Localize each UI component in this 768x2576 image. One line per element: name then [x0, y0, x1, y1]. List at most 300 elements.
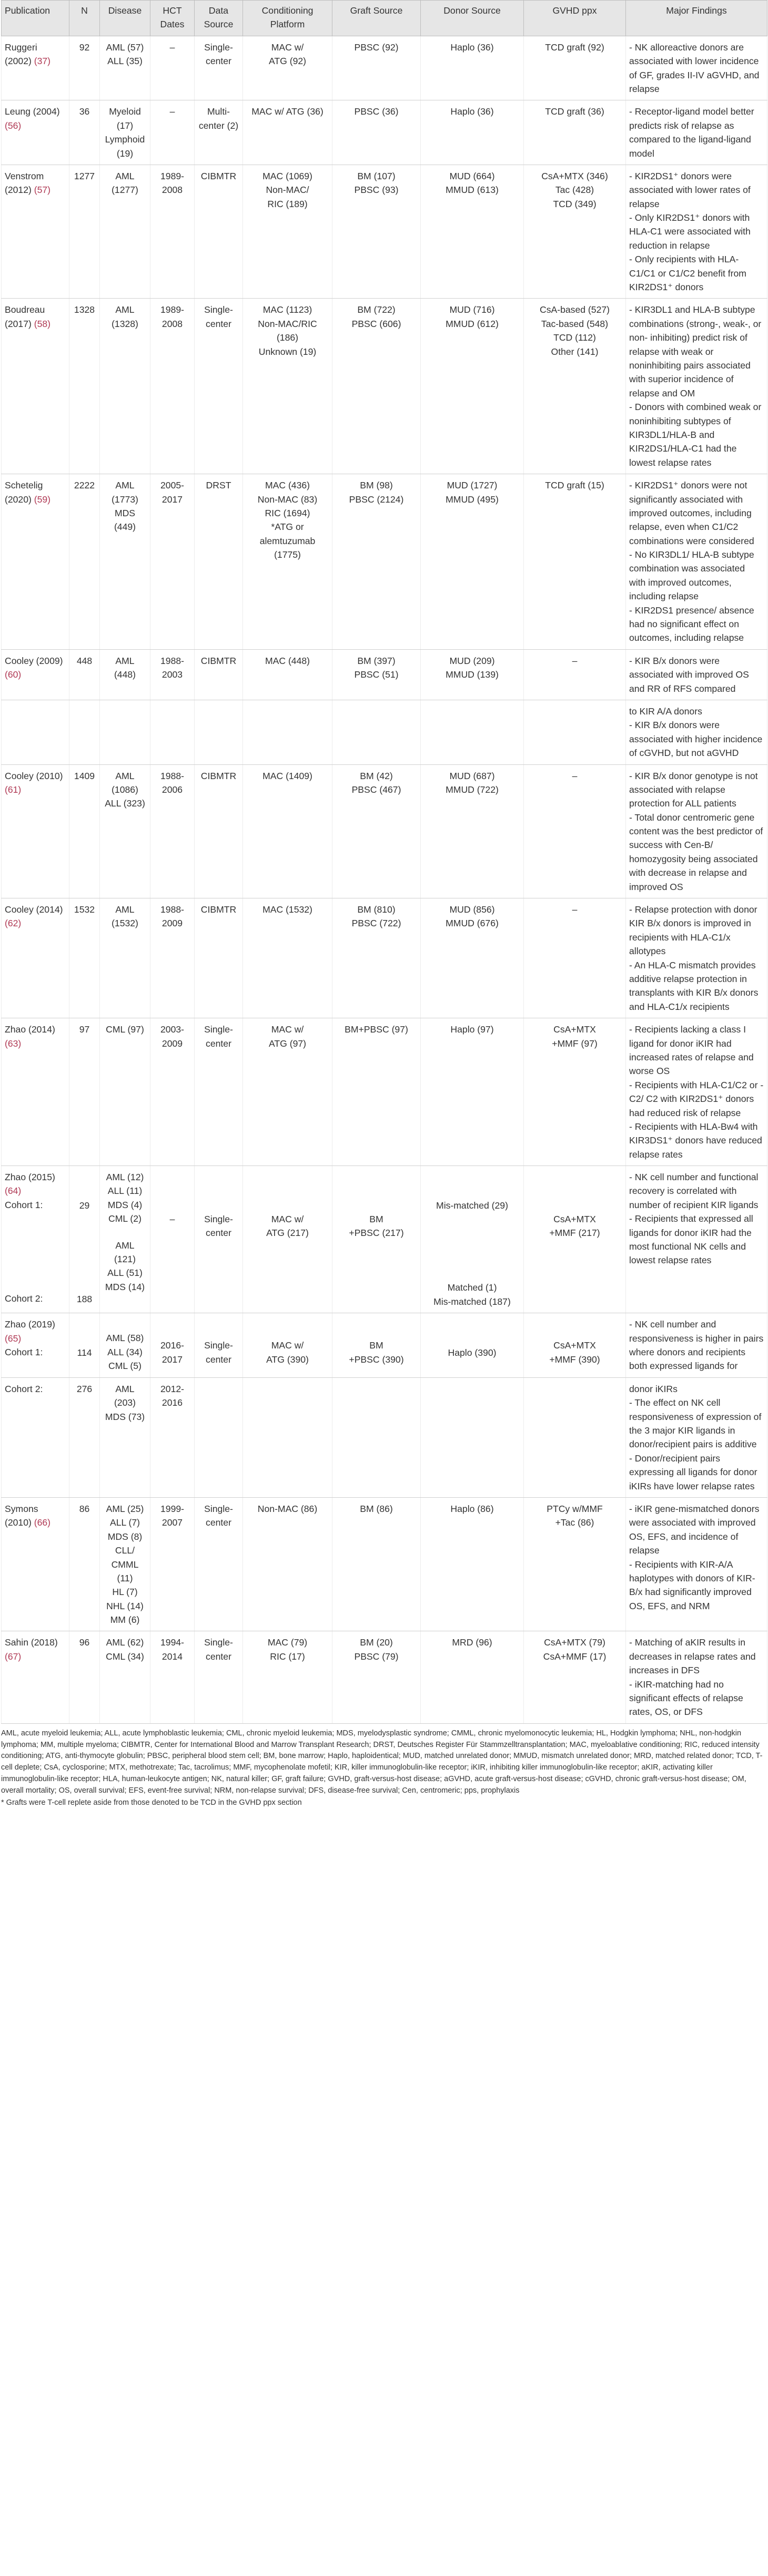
cell-disease	[100, 474, 150, 650]
cell-donor-source	[421, 100, 524, 165]
cell-graft-source	[332, 649, 421, 700]
reference-link[interactable]: (57)	[34, 185, 51, 196]
conditioning-line: MAC (1123)	[262, 304, 312, 315]
disease-line: NHL (14)	[106, 1600, 144, 1611]
table-row	[2, 649, 767, 700]
donor-source-line: Haplo (97)	[450, 1024, 494, 1035]
findings-list	[629, 1317, 764, 1373]
table-row	[2, 1377, 767, 1497]
gvhd-ppx-line: Other (141)	[551, 346, 599, 357]
cell-donor-source	[421, 1313, 524, 1378]
cell-n	[69, 1166, 100, 1313]
list-line: Matched (1)	[447, 1282, 497, 1293]
cell-publication	[2, 1377, 69, 1497]
donor-list	[424, 1199, 520, 1212]
conditioning-line: (186)	[276, 332, 299, 343]
finding-item: - Relapse protection with donor KIR B/x donors is improved in recipients with HLA-C1/x allotypes	[629, 904, 757, 957]
cell-n	[69, 1631, 100, 1723]
disease-line: ALL (7)	[109, 1517, 140, 1528]
cell-major-findings	[626, 1631, 767, 1723]
finding-item: to KIR A/A donors	[629, 706, 702, 717]
cell-major-findings	[626, 1166, 767, 1313]
gvhd-ppx-line: TCD graft (92)	[545, 42, 604, 53]
cell-disease	[100, 36, 150, 100]
donor-source-line: Haplo (86)	[450, 1503, 494, 1514]
hct-dates-line: 2009	[161, 1038, 183, 1049]
data-source-line: CIBMTR	[200, 770, 237, 781]
list-line: 2016	[161, 1397, 183, 1408]
list-line: MDS (14)	[105, 1281, 145, 1292]
cell-hct-dates	[150, 165, 195, 299]
data-source-line: center	[206, 318, 231, 329]
cell-n	[69, 700, 100, 764]
gvhd-ppx-line: CsA+MMF (17)	[543, 1651, 607, 1662]
cell-publication	[2, 700, 69, 764]
cell-conditioning	[243, 165, 332, 299]
conditioning-line: RIC (189)	[267, 198, 308, 209]
cell-donor-source	[421, 1166, 524, 1313]
reference-link[interactable]: (37)	[34, 56, 51, 67]
finding-item: - Donors with combined weak or noninhibiting subtypes of KIR3DL1/HLA-B and KIR2DS1/HLA-C1 had the lowest relapse rates	[629, 402, 762, 468]
disease-line: AML	[115, 904, 135, 915]
dates-list	[154, 1212, 191, 1226]
cell-data-source	[195, 165, 243, 299]
gvhd-ppx-line: +MMF (97)	[552, 1038, 598, 1049]
conditioning-line: Non-MAC (83)	[257, 494, 318, 505]
table-row	[2, 1166, 767, 1313]
conditioning-line: MAC w/	[271, 42, 304, 53]
cell-major-findings	[626, 898, 767, 1018]
graft-source-line: PBSC (93)	[354, 185, 399, 196]
reference-link[interactable]: (63)	[5, 1038, 22, 1049]
reference-link[interactable]: (60)	[5, 669, 22, 680]
cell-hct-dates	[150, 1497, 195, 1631]
cell-donor-source	[421, 36, 524, 100]
finding-item: - KIR B/x donor genotype is not associated with relapse protection for ALL patients	[629, 770, 758, 809]
n-value: 97	[79, 1024, 90, 1035]
list-line: Mis-matched (29)	[436, 1200, 508, 1211]
cell-publication	[2, 1631, 69, 1723]
hct-dates-line: 1989-	[160, 170, 184, 181]
cell-gvhd-ppx	[524, 36, 626, 100]
cell-disease	[100, 649, 150, 700]
graft-source-line: BM (722)	[357, 304, 396, 315]
n-value: 448	[76, 655, 93, 666]
hct-dates-line: 1999-	[160, 1503, 184, 1514]
cell-data-source	[195, 649, 243, 700]
list-line: +MMF (217)	[549, 1228, 600, 1239]
reference-link[interactable]: (62)	[5, 918, 22, 929]
cell-hct-dates	[150, 474, 195, 650]
list-line: +PBSC (217)	[349, 1228, 404, 1239]
conditioning-line: MAC (1409)	[262, 770, 312, 781]
list-line: 2016-	[160, 1340, 184, 1351]
cell-major-findings	[626, 1497, 767, 1631]
hct-dates-line: 1988-	[160, 770, 184, 781]
cell-data-source	[195, 1497, 243, 1631]
hct-dates-line: 1988-	[160, 655, 184, 666]
donor-source-line: MMUD (613)	[446, 185, 499, 196]
hct-dates-line: 1988-	[160, 904, 184, 915]
cell-publication	[2, 649, 69, 700]
gvhd-ppx-line: Tac-based (548)	[541, 318, 609, 329]
list-line: Single-	[204, 1340, 233, 1351]
publication-author: Cooley (2009)	[5, 655, 63, 666]
finding-item: - KIR2DS1⁺ donors were not significantly associated with improved outcomes, including relapse, even when C1/C2 combinations were considered	[629, 480, 754, 546]
graft-source-line: BM (810)	[357, 904, 396, 915]
cell-conditioning	[243, 1166, 332, 1313]
cell-conditioning	[243, 36, 332, 100]
list-line: Single-	[204, 1214, 233, 1225]
data-source-line: center (2)	[198, 120, 239, 131]
n-value: 1409	[74, 770, 95, 781]
table-row	[2, 1018, 767, 1166]
disease-line: (11)	[117, 1572, 133, 1583]
cell-conditioning	[243, 1018, 332, 1166]
cell-donor-source	[421, 898, 524, 1018]
donor-source-line: MMUD (139)	[446, 669, 499, 680]
cell-n	[69, 100, 100, 165]
cohort-label: Cohort 2:	[5, 1293, 43, 1304]
cell-major-findings	[626, 36, 767, 100]
cell-hct-dates	[150, 1166, 195, 1313]
finding-item: - No KIR3DL1/ HLA-B subtype combination was associated with improved outcomes, including relapse	[629, 549, 754, 602]
reference-link[interactable]: (58)	[34, 318, 51, 329]
disease-line: MDS	[114, 507, 136, 518]
col-header-publication: Publication	[2, 1, 69, 36]
disease-line: CML (34)	[106, 1651, 144, 1662]
table-row	[2, 165, 767, 299]
finding-item: - NK cell number and functional recovery is correlated with number of recipient KIR ligands	[629, 1172, 759, 1210]
cell-n	[69, 1377, 100, 1497]
finding-item: - KIR2DS1 presence/ absence had no significant effect on outcomes, including relapse	[629, 605, 754, 643]
cell-data-source	[195, 474, 243, 650]
cell-graft-source	[332, 165, 421, 299]
reference-link[interactable]: (59)	[34, 494, 51, 505]
cell-hct-dates	[150, 1018, 195, 1166]
cell-n	[69, 649, 100, 700]
cell-gvhd-ppx	[524, 1631, 626, 1723]
gvhd-ppx-line: CsA+MTX	[553, 1024, 596, 1035]
source-list	[198, 1338, 239, 1366]
publication-author: Zhao (2015)	[5, 1172, 55, 1183]
n-value: 1277	[74, 170, 95, 181]
donor-list	[424, 1281, 520, 1309]
cell-n	[69, 36, 100, 100]
donor-list	[424, 1346, 520, 1359]
hct-dates-line: 2017	[161, 494, 183, 505]
table-row	[2, 764, 767, 898]
data-source-line: CIBMTR	[200, 655, 237, 666]
table-row	[2, 1497, 767, 1631]
cell-major-findings	[626, 1018, 767, 1166]
finding-item: - KIR B/x donors were associated with higher incidence of cGVHD, but not aGVHD	[629, 720, 763, 759]
n-value: 1532	[74, 904, 95, 915]
gvhd-ppx-line: TCD graft (36)	[545, 106, 604, 117]
disease-line: AML (57)	[106, 42, 144, 53]
kir-studies-table	[1, 0, 767, 1724]
list-line: ATG (217)	[266, 1228, 309, 1239]
donor-source-line: MUD (716)	[449, 304, 495, 315]
finding-item: - Matching of aKIR results in decreases in relapse rates and increases in DFS	[629, 1637, 756, 1676]
list-line: ALL (51)	[107, 1267, 143, 1279]
cell-publication	[2, 898, 69, 1018]
data-source-line: center	[206, 1651, 231, 1662]
cell-conditioning	[243, 100, 332, 165]
graft-source-line: BM (107)	[357, 170, 396, 181]
disease-line: (1086)	[112, 784, 138, 795]
cell-major-findings	[626, 764, 767, 898]
disease-line: ALL (323)	[105, 798, 145, 809]
graft-source-line: BM (86)	[360, 1503, 393, 1514]
conditioning-list	[246, 1212, 329, 1240]
finding-item: - KIR2DS1⁺ donors were associated with lower rates of relapse	[629, 170, 751, 209]
list-line: Haplo (390)	[448, 1347, 497, 1358]
graft-source-line: PBSC (51)	[354, 669, 399, 680]
cell-disease	[100, 1377, 150, 1497]
data-source-line: center	[206, 1517, 231, 1528]
data-source-line: DRST	[206, 480, 231, 491]
list-line: CsA+MTX	[553, 1340, 596, 1351]
n-value: 29	[79, 1200, 90, 1211]
cell-gvhd-ppx	[524, 1377, 626, 1497]
gvhd-ppx-line: Tac (428)	[555, 185, 594, 196]
ppx-list	[527, 1338, 622, 1366]
finding-item: - NK alloreactive donors are associated with lower incidence of GF, grades II-IV aGVHD, and relapse	[629, 42, 760, 94]
conditioning-line: MAC w/ ATG (36)	[251, 106, 324, 117]
n-value: 1328	[74, 304, 95, 315]
list-line: 2017	[161, 1354, 183, 1365]
disease-line: CMML	[111, 1559, 139, 1570]
list-line: 2012-	[160, 1383, 184, 1394]
finding-item: - KIR B/x donors were associated with improved OS and RR of RFS compared	[629, 655, 749, 694]
cell-hct-dates	[150, 764, 195, 898]
cell-graft-source	[332, 1018, 421, 1166]
col-header-data-source: Data Source	[195, 1, 243, 36]
cell-disease	[100, 1631, 150, 1723]
publication-author: Ruggeri (2002)	[5, 42, 37, 67]
reference-link[interactable]: (66)	[34, 1517, 51, 1528]
cell-publication	[2, 299, 69, 474]
finding-item: - iKIR gene-mismatched donors were associated with improved OS, EFS, and incidence of relapse	[629, 1503, 760, 1556]
conditioning-list	[246, 1338, 329, 1366]
cell-conditioning	[243, 898, 332, 1018]
hct-dates-line: –	[169, 106, 175, 117]
donor-source-line: MMUD (676)	[446, 918, 499, 929]
abbreviation-footnote: AML, acute myeloid leukemia; ALL, acute lymphoblastic leukemia; CML, chronic myeloid leukemia; MDS, myelodysplastic syndrome; CMML, chronic myelomonocytic leukemia; HL, Hodgkin lymphoma; NHL, non-hodgkin lymphoma; MM, multiple myeloma; CIBMTR, Center for International Blood and Marrow Transplant Research; DRST, Deutsches Register Für Stammzelltransplantation; MAC, myeloablative conditioning; RIC, reduced intensity conditioning; ATG, anti-thymocyte globulin; PBSC, peripheral blood stem cell; BM, bone marrow; Haplo, haploidentical; MUD, matched unrelated donor; MMUD, mismatch unrelated donor; MRD, matched related donor; TCD, T-cell deplete; CsA, cyclosporine; MTX, methotrexate; Tac, tacrolimus; MMF, mycophenolate mofetil; KIR, killer immunoglobulin-like receptor; iKIR, inhibiting killer immunoglobulin-like receptor; aKIR, activating killer immunoglobulin-like receptor; HLA, human-leukocyte antigen; NK, natural killer; GF, graft failure; GVHD, graft-versus-host disease; aGVHD, acute graft-versus-host disease; cGVHD, chronic graft-versus-host disease; OM, overall mortality; OS, overall survival; EFS, event-free survival; NRM, non-relapse survival; DFS, disease-free survival; Cen, centromeric; pps, prophylaxis	[1, 1729, 763, 1795]
conditioning-line: RIC (17)	[270, 1651, 305, 1662]
cell-data-source	[195, 100, 243, 165]
cell-n	[69, 1313, 100, 1378]
donor-source-line: MUD (856)	[449, 904, 495, 915]
cell-graft-source	[332, 474, 421, 650]
cell-donor-source	[421, 764, 524, 898]
disease-line: (1773)	[112, 494, 138, 505]
cell-graft-source	[332, 1497, 421, 1631]
disease-line: MM (6)	[110, 1614, 140, 1626]
graft-source-line: PBSC (92)	[354, 42, 399, 53]
hct-dates-line: 2014	[161, 1651, 183, 1662]
disease-line: AML (25)	[106, 1503, 144, 1514]
cell-major-findings	[626, 649, 767, 700]
dates-list	[154, 1382, 191, 1410]
header-row	[2, 1, 767, 36]
data-source-line: Single-	[204, 304, 233, 315]
n-value: 276	[76, 1383, 93, 1394]
reference-link[interactable]: (61)	[5, 784, 22, 795]
list-line: AML	[115, 1240, 135, 1251]
list-line: center	[206, 1228, 231, 1239]
disease-line: (17)	[116, 120, 134, 131]
disease-line: (19)	[116, 148, 134, 159]
publication-author: Schetelig (2020)	[5, 480, 43, 505]
reference-link[interactable]: (65)	[5, 1333, 22, 1344]
cell-gvhd-ppx	[524, 1497, 626, 1631]
publication-author: Symons (2010)	[5, 1503, 38, 1528]
cell-donor-source	[421, 299, 524, 474]
findings-list	[629, 1382, 764, 1493]
graft-source-line: BM+PBSC (97)	[345, 1024, 408, 1035]
table-row	[2, 898, 767, 1018]
cell-n	[69, 299, 100, 474]
disease-line: CLL/	[115, 1545, 135, 1556]
donor-source-line: MMUD (612)	[446, 318, 499, 329]
conditioning-line: (1775)	[274, 549, 301, 560]
list-line: AML (58)	[106, 1333, 144, 1344]
cell-major-findings	[626, 700, 767, 764]
publication-author: Leung (2004)	[5, 106, 60, 117]
cell-graft-source	[332, 36, 421, 100]
cell-publication	[2, 764, 69, 898]
n-value: 96	[79, 1637, 90, 1648]
data-source-line: center	[206, 56, 231, 67]
disease-line: (448)	[114, 669, 136, 680]
cell-publication	[2, 474, 69, 650]
cell-n	[69, 165, 100, 299]
cell-n	[69, 898, 100, 1018]
conditioning-line: Non-MAC/	[266, 185, 309, 196]
donor-source-line: Haplo (36)	[450, 106, 494, 117]
list-line: ALL (11)	[107, 1185, 143, 1197]
table-row	[2, 1313, 767, 1378]
reference-link[interactable]: (56)	[5, 120, 22, 131]
data-source-line: Single-	[204, 1503, 233, 1514]
hct-dates-line: 1989-	[160, 304, 184, 315]
disease-line: MDS (8)	[107, 1531, 143, 1542]
cohort-label: Cohort 1:	[5, 1199, 43, 1210]
hct-dates-line: 2003	[161, 669, 183, 680]
graft-source-line: PBSC (2124)	[349, 494, 404, 505]
cell-hct-dates	[150, 700, 195, 764]
cell-publication	[2, 1018, 69, 1166]
finding-item: - The effect on NK cell responsiveness of expression of the 3 major KIR ligands in donor/recipient pairs is additive	[629, 1397, 762, 1450]
data-source-line: Single-	[204, 1637, 233, 1648]
col-header-n: N	[69, 1, 100, 36]
graft-source-line: PBSC (606)	[351, 318, 401, 329]
graft-list	[336, 1338, 417, 1366]
col-header-disease: Disease	[100, 1, 150, 36]
cell-data-source	[195, 36, 243, 100]
list-line: BM	[369, 1340, 383, 1351]
publication-author: Zhao (2014)	[5, 1024, 55, 1035]
graft-source-line: BM (42)	[360, 770, 393, 781]
cell-n	[69, 764, 100, 898]
hct-dates-line: 2009	[161, 918, 183, 929]
list-line: AML	[115, 1383, 135, 1394]
cell-graft-source	[332, 1631, 421, 1723]
donor-source-line: MRD (96)	[452, 1637, 492, 1648]
reference-link[interactable]: (67)	[5, 1651, 22, 1662]
cell-conditioning	[243, 649, 332, 700]
cell-graft-source	[332, 1313, 421, 1378]
n-value: 2222	[74, 480, 95, 491]
data-source-line: Multi-	[207, 106, 230, 117]
gvhd-ppx-line: PTCy w/MMF	[547, 1503, 603, 1514]
cell-gvhd-ppx	[524, 165, 626, 299]
list-line: CsA+MTX	[553, 1214, 596, 1225]
cell-disease	[100, 898, 150, 1018]
cell-conditioning	[243, 764, 332, 898]
cell-n	[69, 1018, 100, 1166]
finding-item: - Recipients with KIR-A/A haplotypes with donors of KIR-B/x had significantly improved OS, EFS, and NRM	[629, 1559, 755, 1611]
disease-line: AML	[115, 770, 135, 781]
finding-item: donor iKIRs	[629, 1383, 678, 1394]
disease-list	[103, 1331, 147, 1373]
list-line: –	[169, 1214, 175, 1225]
hct-dates-line: –	[169, 42, 175, 53]
cell-graft-source	[332, 299, 421, 474]
conditioning-line: Non-MAC/RIC	[258, 318, 317, 329]
disease-line: AML	[115, 304, 135, 315]
cell-conditioning	[243, 1313, 332, 1378]
graft-source-line: PBSC (36)	[354, 106, 399, 117]
cell-major-findings	[626, 100, 767, 165]
table-row	[2, 100, 767, 165]
conditioning-line: MAC (436)	[265, 480, 310, 491]
table-row	[2, 1631, 767, 1723]
list-line: (203)	[114, 1397, 136, 1408]
graft-source-line: BM (20)	[360, 1637, 393, 1648]
cell-hct-dates	[150, 1377, 195, 1497]
table-row	[2, 299, 767, 474]
donor-source-line: MUD (687)	[449, 770, 495, 781]
hct-dates-line: 2006	[161, 784, 183, 795]
cell-graft-source	[332, 1377, 421, 1497]
list-line: BM	[369, 1214, 383, 1225]
n-value: 36	[79, 106, 90, 117]
graft-source-line: PBSC (722)	[351, 918, 401, 929]
cell-donor-source	[421, 474, 524, 650]
graft-source-line: PBSC (467)	[351, 784, 401, 795]
source-list	[198, 1212, 239, 1240]
cell-gvhd-ppx	[524, 1313, 626, 1378]
findings-list	[629, 1170, 764, 1267]
gvhd-ppx-line: TCD graft (15)	[545, 480, 604, 491]
col-header-gvhd-ppx: GVHD ppx	[524, 1, 626, 36]
gvhd-ppx-line: –	[572, 770, 578, 781]
cell-major-findings	[626, 1313, 767, 1378]
cell-disease	[100, 1497, 150, 1631]
cell-disease	[100, 100, 150, 165]
reference-link[interactable]: (64)	[5, 1185, 22, 1197]
cell-conditioning	[243, 474, 332, 650]
data-source-line: center	[206, 1038, 231, 1049]
n-value: 86	[79, 1503, 90, 1514]
cell-major-findings	[626, 474, 767, 650]
cell-gvhd-ppx	[524, 474, 626, 650]
cell-disease	[100, 1166, 150, 1313]
cell-donor-source	[421, 1497, 524, 1631]
